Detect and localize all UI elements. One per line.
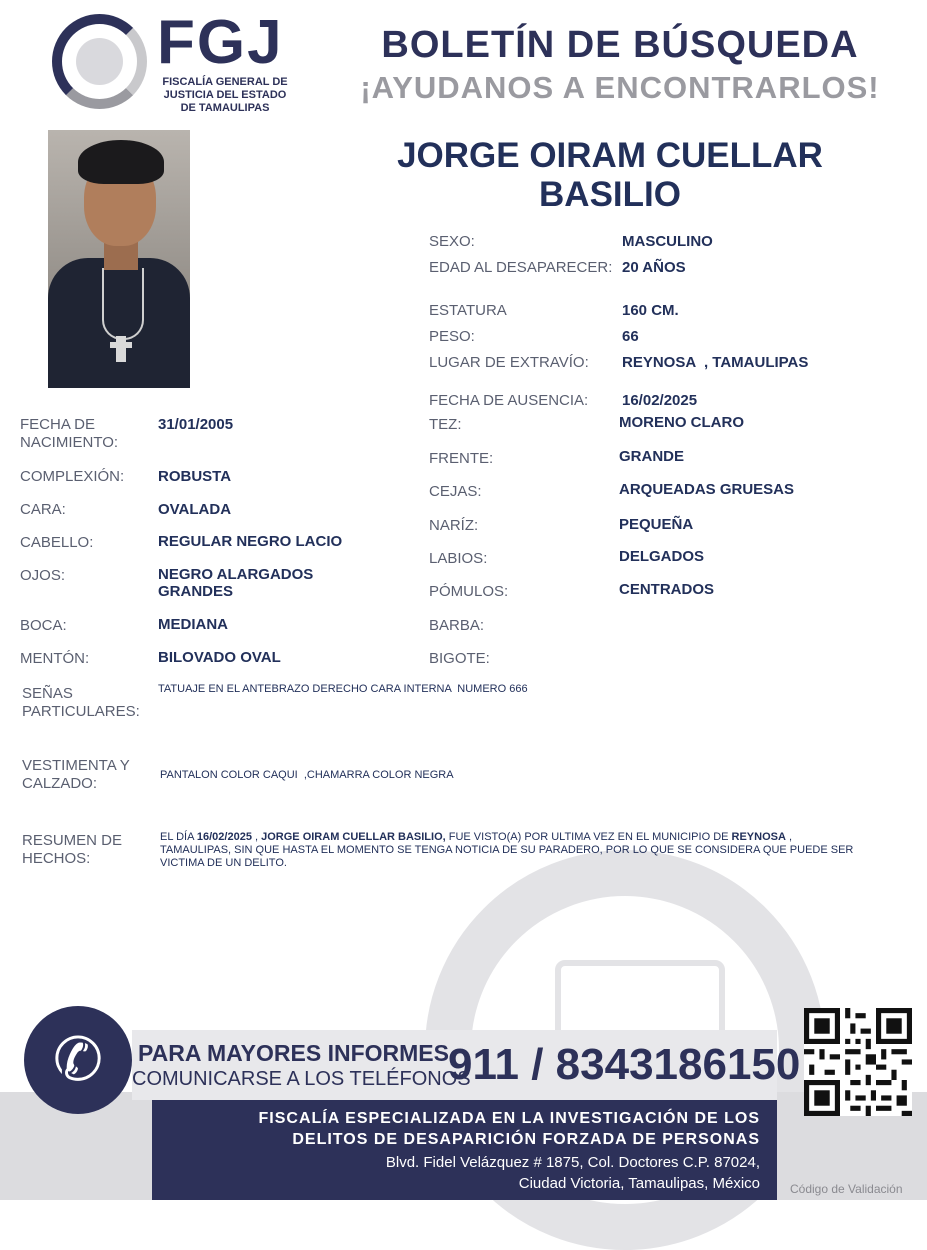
field-value: GRANDE (619, 448, 685, 465)
field-value: DELGADOS (619, 548, 705, 565)
field-value: PEQUEÑA (619, 516, 694, 533)
fiscalia-name: FISCALÍA ESPECIALIZADA EN LA INVESTIGACIÓN DE LOS DELITOS DE DESAPARICIÓN FORZADA DE PERSONAS (258, 1110, 760, 1148)
field-value: 31/01/2005 (158, 416, 234, 433)
field-value: 20 AÑOS (622, 259, 686, 276)
field-label: FECHA DE AUSENCIA: (429, 392, 589, 409)
field-label: TEZ: (429, 416, 462, 433)
missing-person-photo (48, 130, 190, 388)
validation-code-label: Código de Validación (790, 1182, 903, 1196)
field-value: NEGRO ALARGADOS GRANDES (158, 566, 314, 600)
comunicarse-text: COMUNICARSE A LOS TELÉFONOS (132, 1068, 471, 1090)
field-label: PESO: (429, 328, 475, 345)
field-label: BOCA: (20, 617, 67, 634)
field-label: FECHA DE NACIMIENTO: (20, 416, 119, 451)
field-value: REGULAR NEGRO LACIO (158, 533, 343, 550)
field-label: BARBA: (429, 617, 485, 634)
field-label: EDAD AL DESAPARECER: (429, 259, 613, 276)
field-label: CARA: (20, 501, 66, 518)
field-label: COMPLEXIÓN: (20, 468, 125, 485)
field-label: BIGOTE: (429, 650, 490, 667)
field-label: FRENTE: (429, 450, 494, 467)
field-label: CABELLO: (20, 534, 94, 551)
field-value: 66 (622, 328, 639, 345)
field-value: ROBUSTA (158, 468, 232, 485)
field-value: ARQUEADAS GRUESAS (619, 481, 795, 498)
field-label: LABIOS: (429, 550, 488, 567)
field-value: MEDIANA (158, 616, 228, 633)
field-label: NARÍZ: (429, 517, 479, 534)
senas-value: TATUAJE EN EL ANTEBRAZO DERECHO CARA INTERNA NUMERO 666 (158, 683, 528, 695)
field-label: MENTÓN: (20, 650, 90, 667)
vestimenta-label: VESTIMENTA Y CALZADO: (22, 757, 130, 792)
resumen-text: EL DÍA 16/02/2025 , JORGE OIRAM CUELLAR BASILIO, FUE VISTO(A) POR ULTIMA VEZ EN EL MUNICIPIO DE REYNOSA , TAMAULIPAS, SIN QUE HASTA EL MOMENTO SE TENGA NOTICIA DE SU PARADERO, POR LO QUE SE CONSIDERA QUE PUEDE SER VICTIMA DE UN DELITO. (160, 831, 854, 869)
field-label: LUGAR DE EXTRAVÍO: (429, 354, 589, 371)
field-value: REYNOSA , TAMAULIPAS (622, 354, 809, 371)
person-name: JORGE OIRAM CUELLAR BASILIO (397, 136, 823, 214)
fgj-logo-subtitle: FISCALÍA GENERAL DE JUSTICIA DEL ESTADO DE TAMAULIPAS (162, 76, 288, 114)
field-label: CEJAS: (429, 483, 482, 500)
resumen-label: RESUMEN DE HECHOS: (22, 832, 123, 867)
senas-label: SEÑAS PARTICULARES: (22, 685, 140, 720)
field-label: OJOS: (20, 567, 66, 584)
phone-badge (24, 1006, 132, 1114)
field-value: CENTRADOS (619, 581, 715, 598)
field-value: MORENO CLARO (619, 414, 744, 431)
bulletin-title: BOLETÍN DE BÚSQUEDA (381, 24, 859, 66)
field-label: SEXO: (429, 233, 475, 250)
field-value: 16/02/2025 (622, 392, 698, 409)
field-value: 160 CM. (622, 302, 679, 319)
phone-numbers[interactable]: 911 / 8343186150 (448, 1040, 801, 1089)
fgj-logo-text: FGJ (157, 8, 284, 77)
qr-code[interactable] (803, 1008, 913, 1116)
field-value: OVALADA (158, 501, 232, 518)
state-seal-icon (76, 38, 123, 85)
field-value: MASCULINO (622, 233, 713, 250)
informes-text: PARA MAYORES INFORMES, (138, 1040, 456, 1066)
vestimenta-value: PANTALON COLOR CAQUI ,CHAMARRA COLOR NEGRA (160, 769, 454, 781)
bulletin-subtitle: ¡AYUDANOS A ENCONTRARLOS! (360, 70, 880, 105)
fiscalia-address: Blvd. Fidel Velázquez # 1875, Col. Doctores C.P. 87024, Ciudad Victoria, Tamaulipas, México (385, 1154, 760, 1192)
field-value: BILOVADO OVAL (158, 649, 281, 666)
field-label: ESTATURA (429, 302, 507, 319)
phone-icon: ✆ (52, 1026, 104, 1093)
field-label: PÓMULOS: (429, 583, 509, 600)
